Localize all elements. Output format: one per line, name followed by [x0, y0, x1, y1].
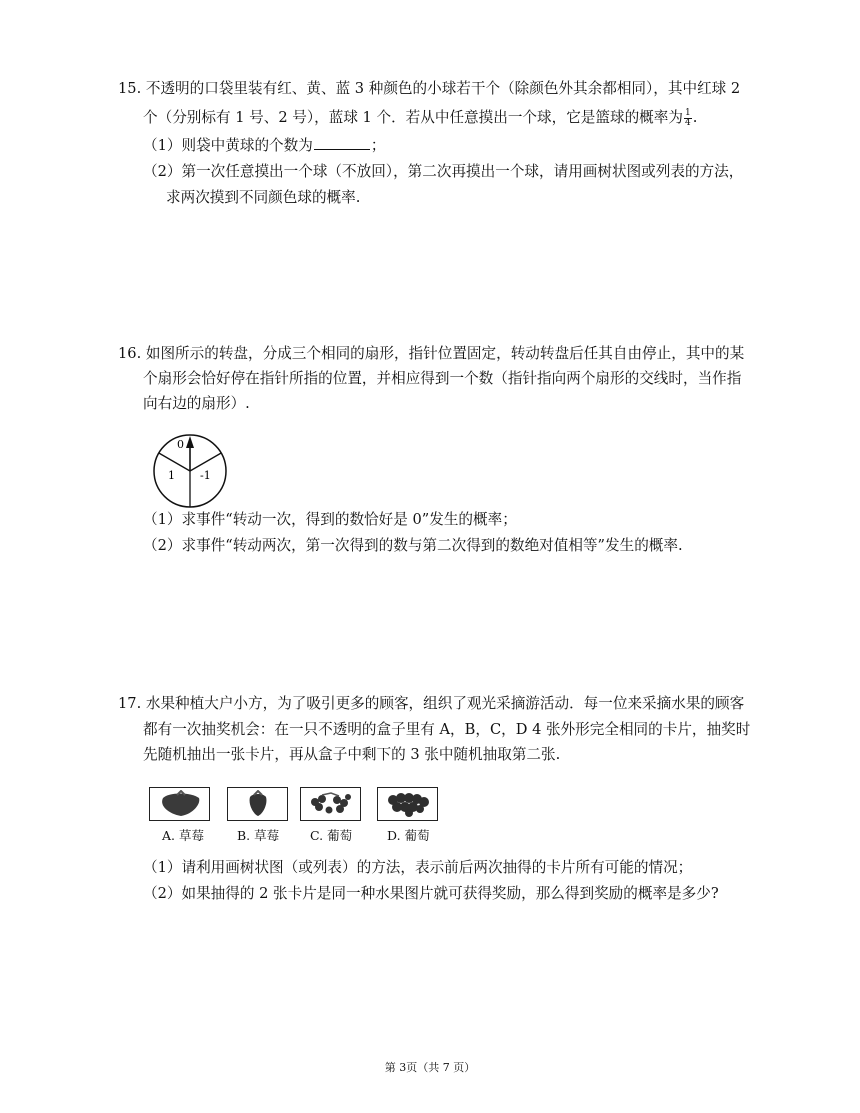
q16-line-2: 个扇形会恰好停在指针所指的位置，并相应得到一个数（指针指向两个扇形的交线时，当作指 [143, 370, 742, 387]
q15-sub1-end: ； [370, 137, 386, 154]
q16-sub1: （1）求事件“转动一次，得到的数恰好是 0”发生的概率； [143, 511, 517, 528]
q15-fraction-denominator: 4 [684, 117, 691, 128]
spinner-label-left: 1 [168, 469, 175, 482]
card-d [377, 787, 438, 843]
q16-sub2: （2）求事件“转动两次，第一次得到的数与第二次得到的数绝对值相等”发生的概率. [143, 537, 683, 554]
card-a-caption: A. 草莓 [162, 828, 204, 843]
q15-line-2 [143, 108, 697, 128]
q17-sub1: （1）请利用画树状图（或列表）的方法，表示前后两次抽得的卡片所有可能的情况； [143, 859, 693, 876]
q15-sub2-line-1: （2）第一次任意摸出一个球（不放回），第二次再摸出一个球，请用画树状图或列表的方法， [143, 163, 744, 180]
card-b-image [227, 787, 288, 821]
q15-sub1-text: （1）则袋中黄球的个数为 [143, 137, 313, 154]
spinner-label-right: -1 [200, 469, 211, 482]
q15-line-2-text: 个（分别标有 1 号、2 号），蓝球 1 个．若从中任意摸出一个球，它是篮球的概率为 [143, 109, 683, 126]
strawberry-large-icon [155, 790, 205, 818]
q17-sub2: （2）如果抽得的 2 张卡片是同一种水果图片就可获得奖励，那么得到奖励的概率是多少? [143, 885, 719, 902]
grape-bunch-icon [307, 790, 355, 818]
page-footer: 第 3页（共 7 页） [384, 1061, 476, 1074]
q16-line-3: 向右边的扇形）. [143, 395, 250, 412]
card-d-image [377, 787, 438, 821]
card-d-caption: D. 葡萄 [387, 828, 430, 843]
q15-sub1 [143, 135, 385, 156]
card-b [227, 787, 288, 843]
strawberry-small-icon [243, 790, 273, 818]
q15-fraction-numerator: 1 [684, 107, 691, 118]
card-a [149, 787, 210, 843]
q15-line-1: 15. 不透明的口袋里装有红、黄、蓝 3 种颜色的小球若干个（除颜色外其余都相同），其中红球 2 [118, 80, 741, 97]
spinner-label-top: 0 [177, 438, 184, 451]
spinner-figure [150, 431, 230, 511]
q17-line-2: 都有一次抽奖机会：在一只不透明的盒子里有 A，B，C，D 4 张外形完全相同的卡片，抽奖时 [143, 721, 751, 738]
q15-sub2-line-2: 求两次摸到不同颜色球的概率. [166, 189, 361, 206]
card-c-caption: C. 葡萄 [310, 828, 353, 843]
q15-fraction [684, 109, 692, 128]
card-c-image [300, 787, 361, 821]
card-c [300, 787, 361, 843]
grape-cluster-icon [383, 790, 433, 818]
answer-blank[interactable] [314, 135, 370, 150]
q17-line-3: 先随机抽出一张卡片，再从盒子中剩下的 3 张中随机抽取第二张. [143, 746, 561, 763]
q16-line-1: 16. 如图所示的转盘，分成三个相同的扇形，指针位置固定，转动转盘后任其自由停止，其中的某 [118, 345, 745, 362]
q15-line-2-end: . [692, 109, 698, 126]
q17-line-1: 17. 水果种植大户小方，为了吸引更多的顾客，组织了观光采摘游活动．每一位来采摘水果的顾客 [118, 695, 745, 712]
card-b-caption: B. 草莓 [237, 828, 280, 843]
card-a-image [149, 787, 210, 821]
